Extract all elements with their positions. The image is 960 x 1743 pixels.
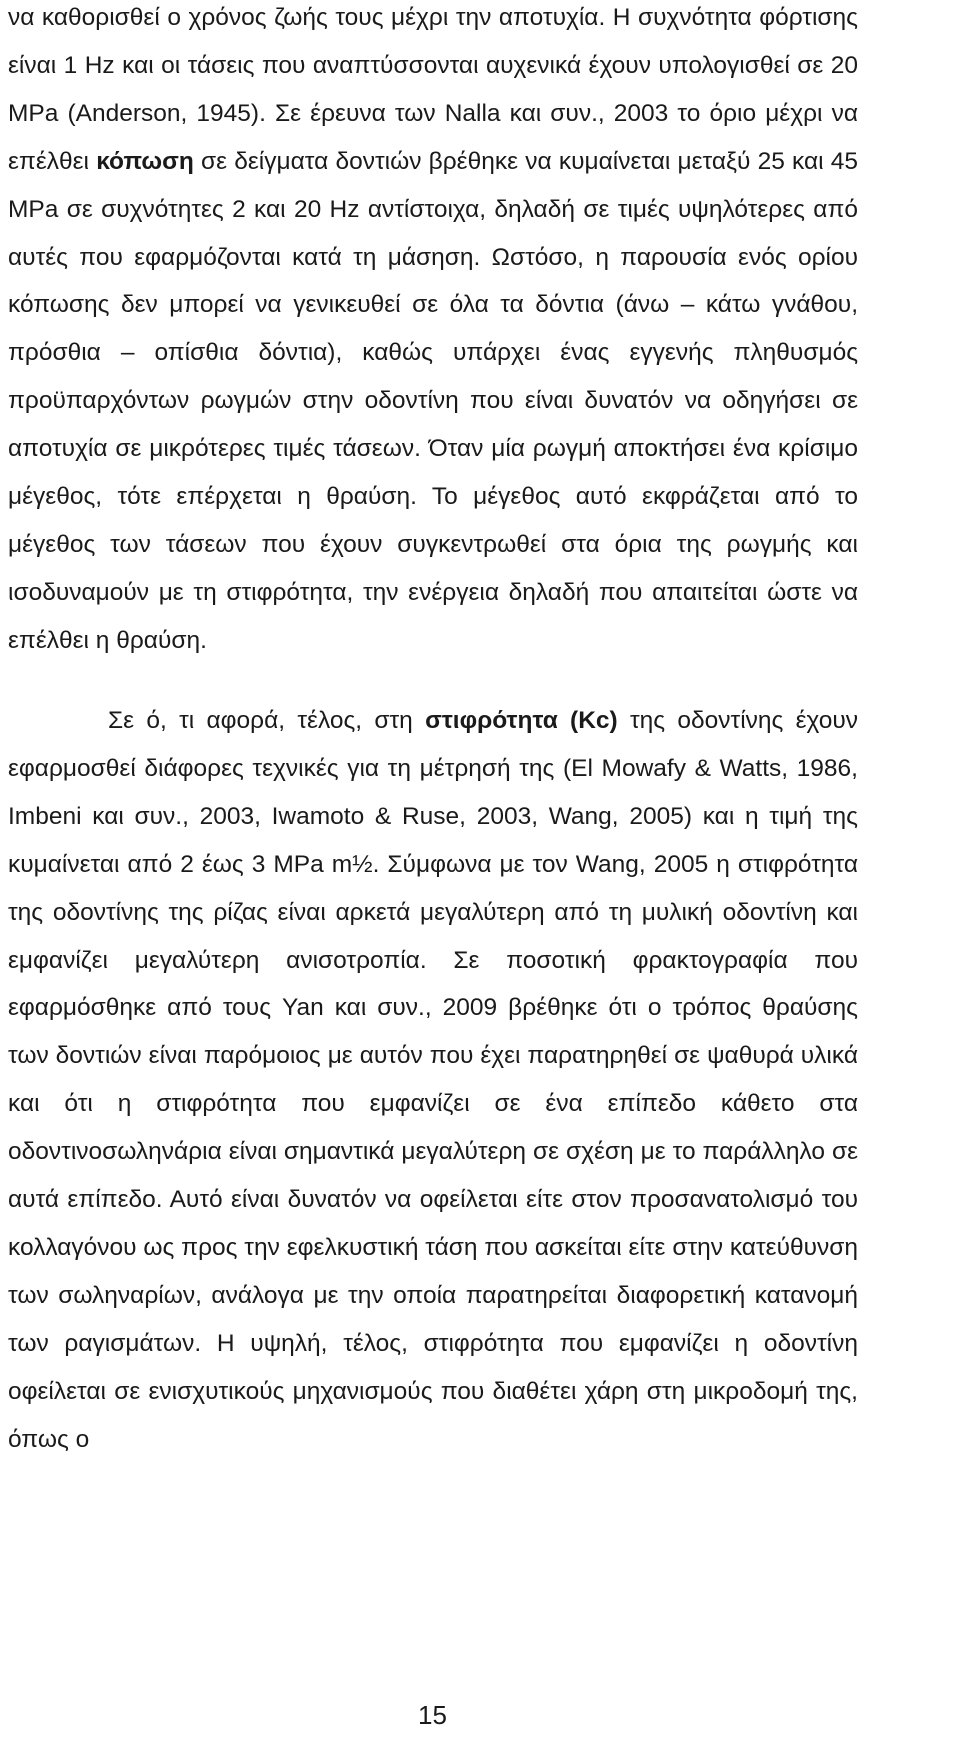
paragraph-1-text-a: να καθορισθεί ο χρόνος ζωής τους μέχρι την αποτυχία. Η συχνότητα φόρτισης είναι 1 Hz και οι τάσεις που αναπτύσσονται αυχενικά έχουν υπολογισθεί σε 20 MPa (Anderson, 1945). Σε έρευνα των Nalla και συν., 2003 το όριο μέχρι να επέλθει	[8, 4, 858, 175]
body-paragraph-2	[8, 697, 858, 1464]
bold-term-toughness: στιφρότητα (Kc)	[425, 707, 618, 734]
page-number: 15	[418, 1700, 447, 1730]
paragraph-2-text-a: Σε ό, τι αφορά, τέλος, στη	[108, 707, 426, 734]
paragraph-1-text-b: σε δείγματα δοντιών βρέθηκε να κυμαίνεται μεταξύ 25 και 45 MPa σε συχνότητες 2 και 20 Hz αντίστοιχα, δηλαδή σε τιμές υψηλότερες από αυτές που εφαρμόζονται κατά τη μάσηση. Ωστόσο, η παρουσία ενός ορίου κόπωσης δεν μπορεί να γενικευθεί σε όλα τα δόντια (άνω – κάτω γνάθου, πρόσθια – οπίσθια δόντια), καθώς υπάρχει ένας εγγενής πληθυσμός προϋπαρχόντων ρωγμών στην οδοντίνη που είναι δυνατόν να οδηγήσει σε αποτυχία σε μικρότερες τιμές τάσεων. Όταν μία ρωγμή αποκτήσει ένα κρίσιμο μέγεθος, τότε επέρχεται η θραύση. Το μέγεθος αυτό εκφράζεται από το μέγεθος των τάσεων που έχουν συγκεντρωθεί στα όρια της ρωγμής και ισοδυναμούν με τη στιφρότητα, την ενέργεια δηλαδή που απαιτείται ώστε να επέλθει η θραύση.	[8, 147, 859, 654]
bold-term-fatigue: κόπωση	[96, 147, 194, 175]
paragraph-2-text-b: της οδοντίνης έχουν εφαρμοσθεί διάφορες τεχνικές για τη μέτρησή της (El Mowafy & Watts, 1986, Imbeni και συν., 2003, Iwamoto & Ruse, 2003, Wang, 2005) και η τιμή της κυμαίνεται από 2 έως 3 MPa m½. Σύμφωνα με τον Wang, 2005 η στιφρότητα της οδοντίνης της ρίζας είναι αρκετά μεγαλύτερη από τη μυλική οδοντίνη και εμφανίζει μεγαλύτερη ανισοτροπία. Σε ποσοτική φρακτογραφία που εφαρμόσθηκε από τους Yan και συν., 2009 βρέθηκε ότι ο τρόπος θραύσης των δοντιών είναι παρόμοιος με αυτόν που έχει παρατηρηθεί σε ψαθυρά υλικά και ότι η στιφρότητα που εμφανίζει σε ένα επίπεδο κάθετο στα οδοντινοσωληνάρια είναι σημαντικά μεγαλύτερη σε σχέση με το παράλληλο σε αυτά επίπεδο. Αυτό είναι δυνατόν να οφείλεται είτε στον προσανατολισμό του κολλαγόνου ως προς την εφελκυστική τάση που ασκείται είτε στην κατεύθυνση των σωληναρίων, ανάλογα με την οποία παρατηρείται διαφορετική κατανομή των ραγισμάτων. Η υψηλή, τέλος, στιφρότητα που εμφανίζει η οδοντίνη οφείλεται σε ενισχυτικούς μηχανισμούς που διαθέτει χάρη στη μικροδομή της, όπως ο	[8, 707, 859, 1453]
body-paragraph-1	[8, 0, 858, 665]
